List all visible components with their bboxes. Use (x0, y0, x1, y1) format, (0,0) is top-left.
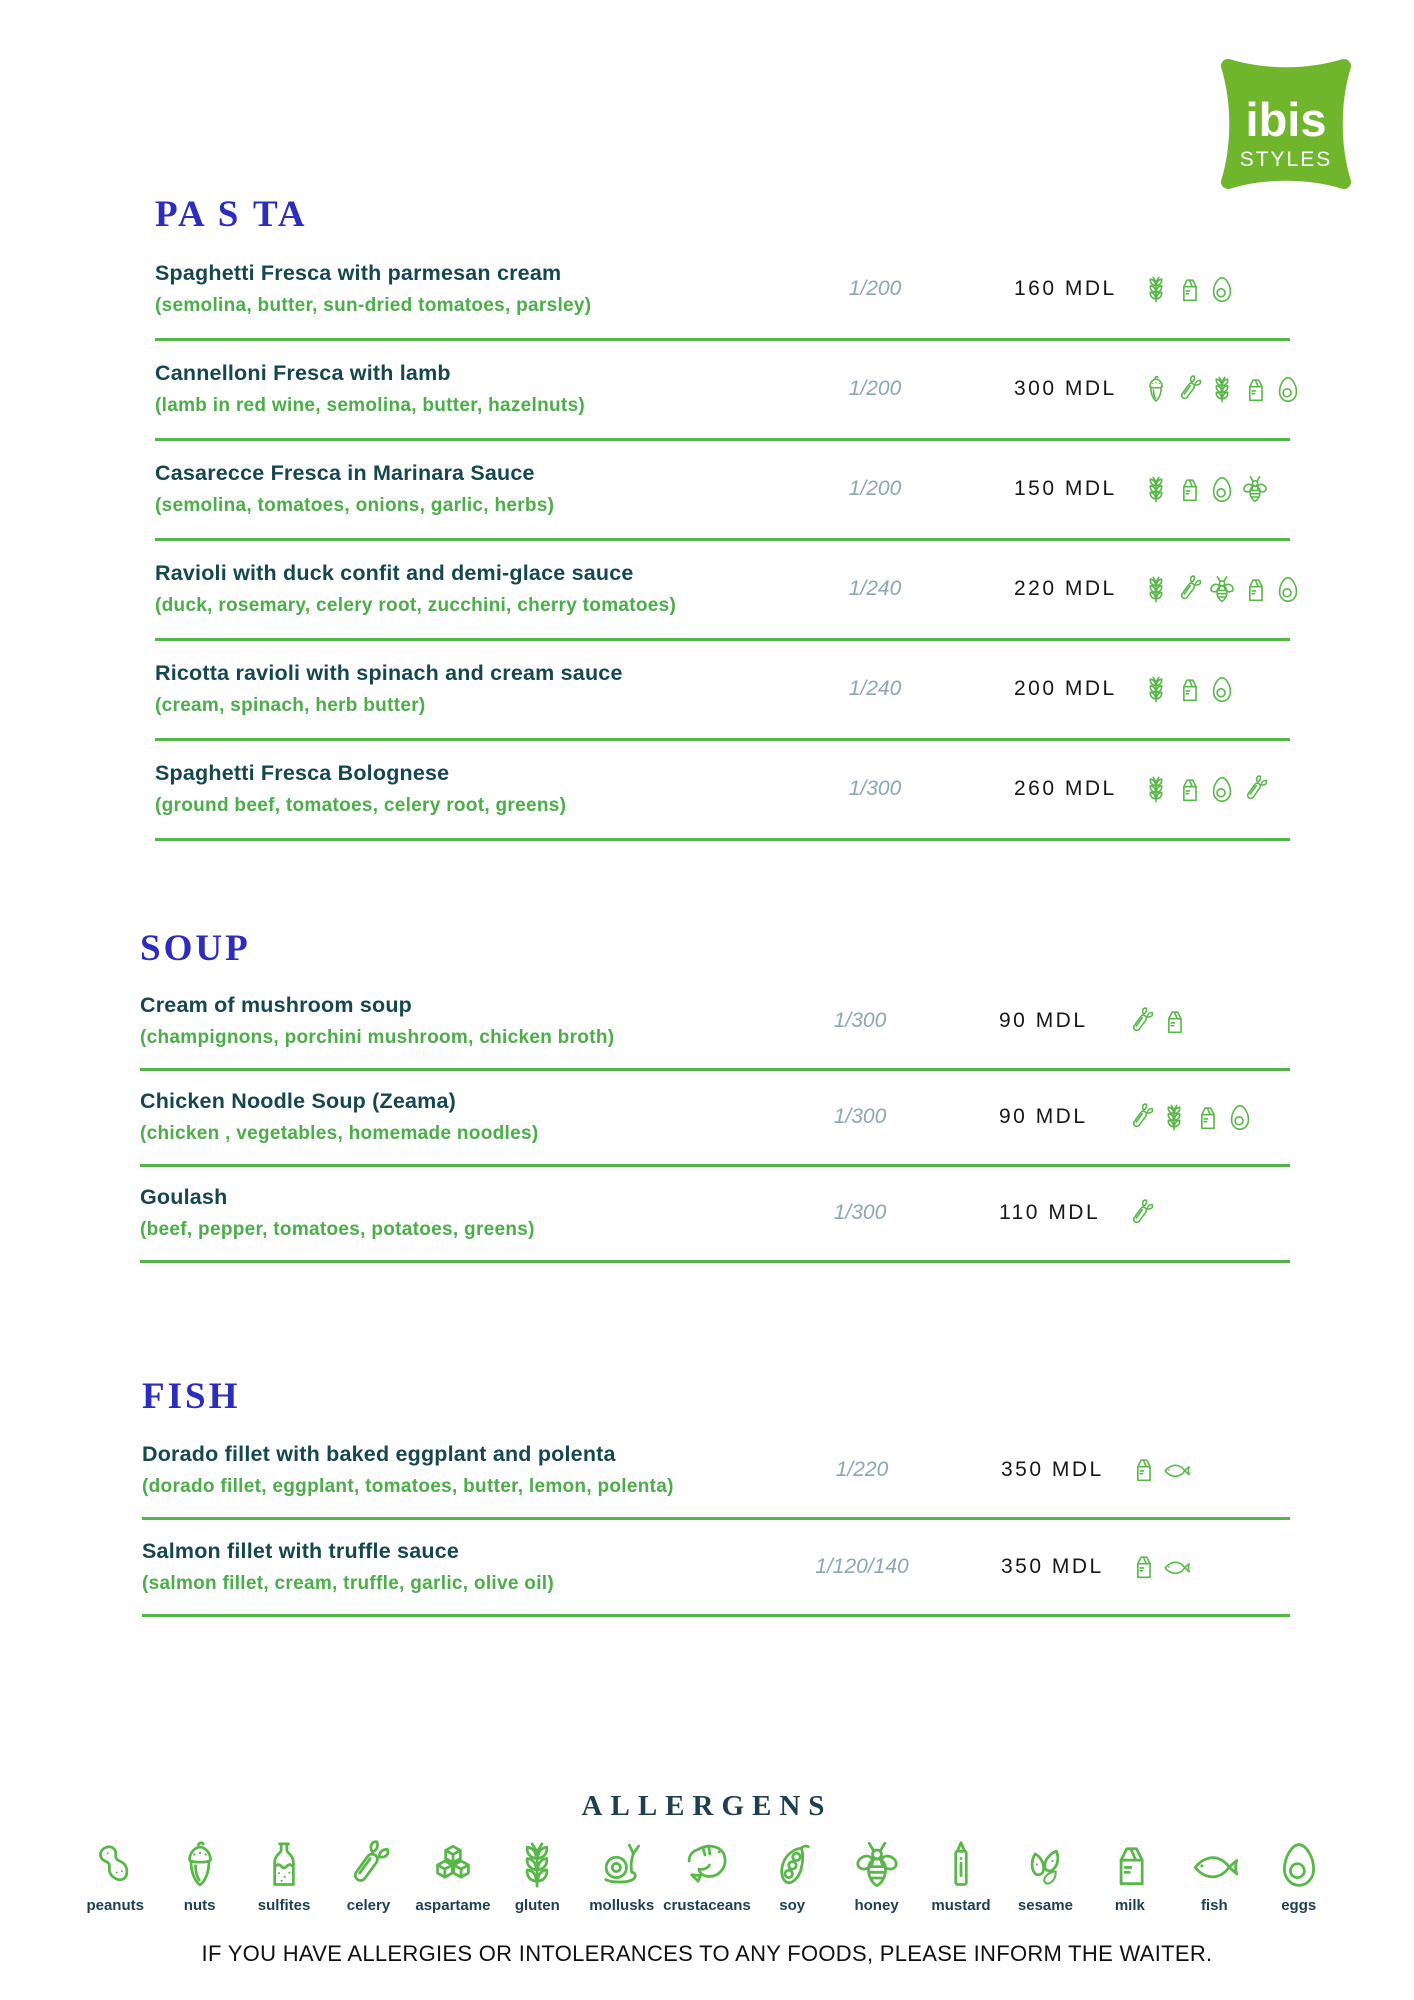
item-allergen-icons (1112, 1451, 1290, 1488)
legend-item-gluten (495, 1839, 579, 1914)
eggs-icon (1207, 671, 1237, 708)
milk-icon (1174, 271, 1204, 308)
allergens-legend (0, 1790, 1414, 1914)
allergy-notice: IF YOU HAVE ALLERGIES OR INTOLERANCES TO ANY FOODS, PLEASE INFORM THE WAITER. (201, 1941, 1213, 1966)
fish-icon (1161, 1548, 1191, 1585)
legend-item-aspartame (411, 1839, 495, 1914)
legend-item-soy (750, 1839, 834, 1914)
legend-label: mustard (931, 1897, 991, 1914)
milk-icon (1159, 1003, 1189, 1040)
gluten-icon (1159, 1099, 1189, 1136)
item-text-cell (155, 361, 810, 417)
gluten-icon (1207, 371, 1237, 408)
celery-icon (1126, 1195, 1156, 1232)
item-allergen-icons (1110, 1003, 1290, 1040)
eggs-icon (1273, 571, 1303, 608)
item-text-cell (155, 561, 810, 617)
item-price: 200 MDL (1014, 677, 1117, 701)
item-allergen-icons (1125, 671, 1290, 708)
legend-label: mollusks (589, 1897, 655, 1914)
item-name: Spaghetti Fresca with parmesan cream (155, 261, 562, 286)
mustard-icon (935, 1839, 987, 1891)
allergens-legend-row (73, 1839, 1341, 1914)
legend-item-milk (1088, 1839, 1172, 1914)
section-title-pasta: PA S TA (155, 194, 308, 235)
item-ingredients: (dorado fillet, eggplant, tomatoes, butter, lemon, polenta) (142, 1475, 674, 1497)
legend-label: aspartame (415, 1897, 491, 1914)
item-price: 350 MDL (1001, 1554, 1104, 1578)
eggs-icon (1273, 371, 1303, 408)
item-allergen-icons (1110, 1099, 1290, 1136)
menu-item-row (155, 441, 1290, 541)
item-ingredients: (beef, pepper, tomatoes, potatoes, greens) (140, 1219, 535, 1241)
item-ingredients: (duck, rosemary, celery root, zucchini, cherry tomatoes) (155, 595, 677, 617)
sulfites-icon (258, 1839, 310, 1891)
legend-item-fish (1172, 1839, 1256, 1914)
item-text-cell (142, 1539, 797, 1595)
item-ingredients: (salmon fillet, cream, truffle, garlic, olive oil) (142, 1572, 554, 1594)
section-items-fish (142, 1423, 1290, 1617)
item-text-cell (155, 761, 810, 817)
menu-item-row (155, 241, 1290, 341)
legend-label: sulfites (257, 1897, 311, 1914)
item-price: 160 MDL (1014, 277, 1117, 301)
aspartame-icon (427, 1839, 479, 1891)
mollusks-icon (596, 1839, 648, 1891)
eggs-icon (1207, 271, 1237, 308)
legend-label: crustaceans (663, 1897, 751, 1914)
eggs-icon (1225, 1099, 1255, 1136)
item-text-cell (155, 461, 810, 517)
logo-pillow-icon (1218, 56, 1354, 192)
gluten-icon (1141, 571, 1171, 608)
legend-item-mustard (919, 1839, 1003, 1914)
milk-icon (1174, 471, 1204, 508)
item-portion: 1/200 (848, 477, 902, 501)
item-allergen-icons (1112, 1548, 1290, 1585)
nuts-icon (174, 1839, 226, 1891)
honey-icon (851, 1839, 903, 1891)
item-ingredients: (ground beef, tomatoes, celery root, greens) (155, 795, 567, 817)
celery-icon (342, 1839, 394, 1891)
milk-icon (1128, 1451, 1158, 1488)
item-ingredients: (cream, spinach, herb butter) (155, 695, 426, 717)
item-text-cell (155, 261, 810, 317)
item-portion: 1/240 (848, 577, 902, 601)
eggs-icon (1273, 1839, 1325, 1891)
item-allergen-icons (1125, 771, 1290, 808)
milk-icon (1192, 1099, 1222, 1136)
gluten-icon (1141, 671, 1171, 708)
item-ingredients: (semolina, tomatoes, onions, garlic, herbs) (155, 495, 555, 517)
section-fish (142, 1378, 1290, 1617)
legend-label: soy (779, 1897, 806, 1914)
item-name: Chicken Noodle Soup (Zeama) (140, 1089, 456, 1114)
item-allergen-icons (1125, 571, 1303, 608)
item-portion: 1/300 (848, 777, 902, 801)
honey-icon (1207, 571, 1237, 608)
eggs-icon (1207, 471, 1237, 508)
item-price: 90 MDL (999, 1105, 1088, 1129)
section-soup (140, 930, 1290, 1263)
legend-item-celery (326, 1839, 410, 1914)
milk-icon (1240, 571, 1270, 608)
item-text-cell (140, 993, 795, 1049)
item-portion: 1/200 (848, 277, 902, 301)
legend-label: honey (854, 1897, 899, 1914)
honey-icon (1240, 471, 1270, 508)
section-title-soup: SOUP (140, 928, 251, 969)
item-price: 220 MDL (1014, 577, 1117, 601)
item-portion: 1/220 (835, 1457, 889, 1481)
sesame-icon (1019, 1839, 1071, 1891)
item-name: Salmon fillet with truffle sauce (142, 1538, 460, 1563)
gluten-icon (1141, 271, 1171, 308)
ibis-styles-logo (1218, 56, 1354, 192)
item-name: Dorado fillet with baked eggplant and polenta (142, 1441, 616, 1466)
milk-icon (1128, 1548, 1158, 1585)
item-portion: 1/120/140 (815, 1554, 909, 1578)
legend-label: gluten (514, 1897, 560, 1914)
item-price: 300 MDL (1014, 377, 1117, 401)
gluten-icon (511, 1839, 563, 1891)
item-price: 90 MDL (999, 1009, 1088, 1033)
fish-icon (1188, 1839, 1240, 1891)
item-ingredients: (champignons, porchini mushroom, chicken broth) (140, 1027, 615, 1049)
gluten-icon (1141, 471, 1171, 508)
legend-item-sesame (1003, 1839, 1087, 1914)
menu-item-row (140, 1167, 1290, 1263)
section-items-soup (140, 975, 1290, 1263)
item-name: Spaghetti Fresca Bolognese (155, 761, 450, 786)
fish-icon (1161, 1451, 1191, 1488)
item-text-cell (140, 1185, 795, 1241)
legend-item-sulfites (242, 1839, 326, 1914)
section-items-pasta (155, 241, 1290, 841)
item-price: 110 MDL (999, 1201, 1101, 1225)
celery-icon (1126, 1099, 1156, 1136)
item-name: Ravioli with duck confit and demi-glace sauce (155, 561, 634, 586)
celery-icon (1174, 371, 1204, 408)
item-ingredients: (chicken , vegetables, homemade noodles) (140, 1123, 539, 1145)
item-name: Cannelloni Fresca with lamb (155, 361, 451, 386)
milk-icon (1174, 771, 1204, 808)
milk-icon (1240, 371, 1270, 408)
item-price: 350 MDL (1001, 1457, 1104, 1481)
item-name: Ricotta ravioli with spinach and cream sauce (155, 661, 623, 686)
item-allergen-icons (1125, 471, 1290, 508)
legend-item-crustaceans (664, 1839, 750, 1914)
menu-item-row (155, 541, 1290, 641)
menu-item-row (142, 1423, 1290, 1520)
item-ingredients: (semolina, butter, sun-dried tomatoes, parsley) (155, 295, 592, 317)
legend-label: eggs (1281, 1897, 1317, 1914)
celery-icon (1126, 1003, 1156, 1040)
item-text-cell (142, 1442, 797, 1498)
item-name: Casarecce Fresca in Marinara Sauce (155, 461, 535, 486)
item-ingredients: (lamb in red wine, semolina, butter, hazelnuts) (155, 395, 586, 417)
logo-text-ibis: ibis (1245, 93, 1327, 146)
item-text-cell (155, 661, 810, 717)
legend-label: nuts (183, 1897, 216, 1914)
item-portion: 1/300 (833, 1009, 887, 1033)
item-portion: 1/200 (848, 377, 902, 401)
nuts-icon (1141, 371, 1171, 408)
peanuts-icon (89, 1839, 141, 1891)
milk-icon (1174, 671, 1204, 708)
legend-label: peanuts (86, 1897, 144, 1914)
eggs-icon (1207, 771, 1237, 808)
section-pasta (155, 196, 1290, 841)
menu-item-row (142, 1520, 1290, 1617)
menu-item-row (155, 641, 1290, 741)
legend-label: sesame (1017, 1897, 1073, 1914)
soy-icon (766, 1839, 818, 1891)
item-name: Cream of mushroom soup (140, 993, 412, 1018)
item-allergen-icons (1125, 371, 1303, 408)
logo-text-styles: STYLES (1239, 148, 1333, 171)
allergens-title: ALLERGENS (581, 1790, 833, 1822)
celery-icon (1240, 771, 1270, 808)
menu-item-row (155, 741, 1290, 841)
item-portion: 1/300 (833, 1105, 887, 1129)
legend-label: milk (1114, 1897, 1145, 1914)
item-portion: 1/240 (848, 677, 902, 701)
crustaceans-icon (681, 1839, 733, 1891)
item-allergen-icons (1125, 271, 1290, 308)
item-portion: 1/300 (833, 1201, 887, 1225)
milk-icon (1104, 1839, 1156, 1891)
item-name: Goulash (140, 1185, 228, 1210)
item-text-cell (140, 1089, 795, 1145)
legend-label: celery (346, 1897, 391, 1914)
item-price: 150 MDL (1014, 477, 1117, 501)
item-price: 260 MDL (1014, 777, 1117, 801)
legend-item-honey (834, 1839, 918, 1914)
legend-item-eggs (1256, 1839, 1340, 1914)
menu-item-row (155, 341, 1290, 441)
legend-item-nuts (157, 1839, 241, 1914)
legend-label: fish (1200, 1897, 1228, 1914)
celery-icon (1174, 571, 1204, 608)
gluten-icon (1141, 771, 1171, 808)
menu-item-row (140, 975, 1290, 1071)
item-allergen-icons (1110, 1195, 1290, 1232)
section-title-fish: FISH (142, 1376, 241, 1417)
legend-item-peanuts (73, 1839, 157, 1914)
menu-item-row (140, 1071, 1290, 1167)
legend-item-mollusks (580, 1839, 664, 1914)
